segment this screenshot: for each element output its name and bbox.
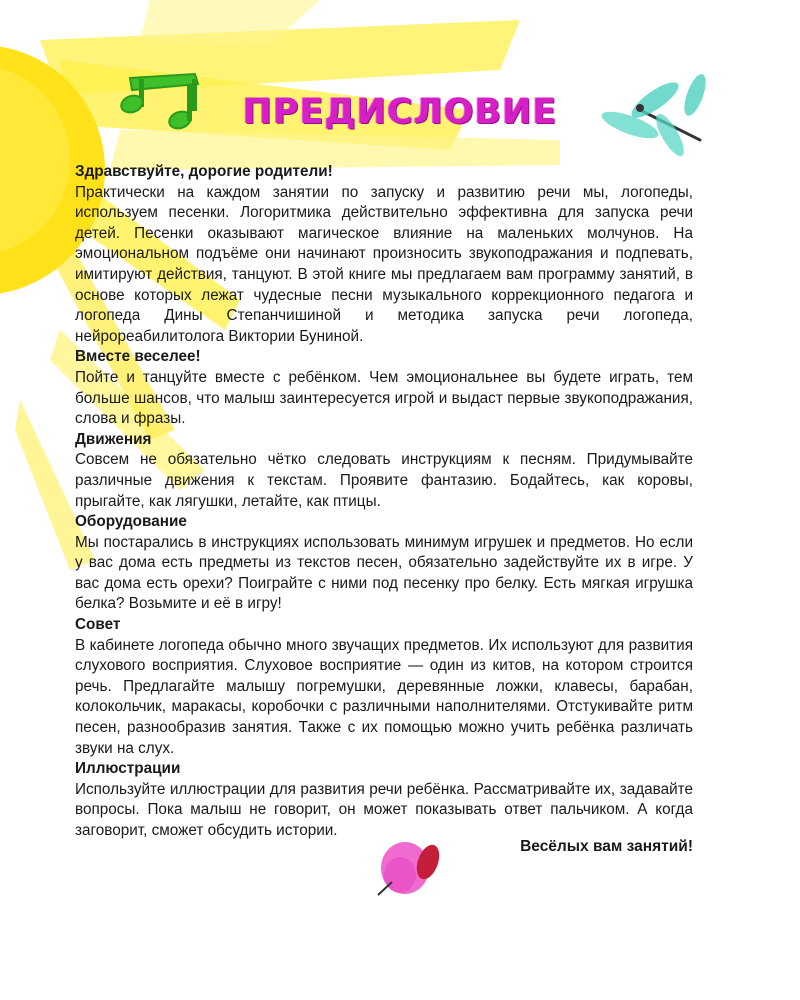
section-text: Мы постарались в инструкциях использовать минимум игрушек и предметов. Но если у вас дома есть предметы из текстов песен, обязательно задействуйте их в игре. У вас дома есть орехи? Поиграйте с ними под песенку про белку. Есть мягкая игрушка белка? Возьмите и её в игру!: [75, 533, 693, 613]
section-text: Практически на каждом занятии по запуску и развитию речи мы, логопеды, используем песенки. Логоритмика действительно эффективна для запуска речи детей. Песенки оказывают магическое влияние на маленьких молчунов. На эмоциональном подъёме они начинают произносить звукоподражания и подпевать, имитируют действия, танцуют. В этой книге мы предлагаем вам программу занятий, в основе которых лежат чудесные песни музыкального коррекционного педагога и логопеда Дины Степанчишиной и методика запуска речи логопеда, нейрореабилитолога Виктории Буниной.: [75, 183, 693, 345]
section-heading: Совет: [75, 616, 121, 634]
section-text: Используйте иллюстрации для развития речи ребёнка. Рассматривайте их, задавайте вопросы. Пока малыш не говорит, он может показывать ответ пальчиком. А когда заговорит, сможет обсудить истории.: [75, 780, 693, 839]
section-heading: Здравствуйте, дорогие родители!: [75, 163, 333, 180]
page-title: ПРЕДИСЛОВИЕ: [242, 92, 558, 132]
section-heading: Движения: [75, 430, 152, 448]
section-text: Пойте и танцуйте вместе с ребёнком. Чем эмоциональнее вы будете играть, тем больше шансов, что малыш заинтересуется игрой и выдаст первые звукоподражания, слова и фразы.: [75, 368, 693, 428]
section-heading: Вместе веселее!: [75, 348, 201, 366]
butterfly-icon: [378, 842, 444, 895]
closing-line: Весёлых вам занятий!: [520, 838, 693, 855]
section-text: В кабинете логопеда обычно много звучащих предметов. Их используют для развития слухового восприятия. Слуховое восприятие — один из китов, на котором строится речь. Предлагайте малышу погремушки, деревянные ложки, клавесы, барабан, колокольчик, маракасы, коробочки с различными наполнителями. Отстукивайте ритм песен, разнообразив занятия. Также с их помощью можно учить ребёнка различать звуки на слух.: [75, 636, 693, 757]
section-heading: Иллюстрации: [75, 760, 181, 778]
section-heading: Оборудование: [75, 513, 187, 531]
preface-body: [75, 162, 693, 842]
section-text: Совсем не обязательно чётко следовать инструкциям к песням. Придумывайте различные движения к текстам. Проявите фантазию. Бодайтесь, как коровы, прыгайте, как лягушки, летайте, как птицы.: [75, 451, 693, 510]
